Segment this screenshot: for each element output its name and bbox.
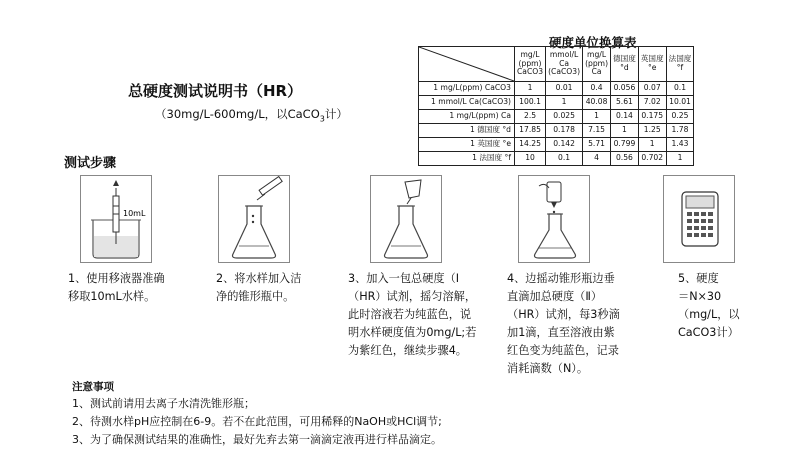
header-french-degree: 法国度 °f bbox=[666, 47, 694, 82]
notes-heading: 注意事项 bbox=[72, 381, 114, 393]
table-cell: 0.14 bbox=[611, 110, 639, 124]
row-label: 1 法国度 °f bbox=[419, 152, 515, 166]
step-2-text: 2、将水样加入洁 净的锥形瓶中。 bbox=[216, 272, 302, 303]
table-cell: 17.85 bbox=[515, 124, 546, 138]
row-label: 1 mmol/L Ca(CaCO3) bbox=[419, 96, 515, 110]
table-cell: 5.71 bbox=[583, 138, 611, 152]
step-1-illustration bbox=[80, 175, 152, 263]
row-label: 1 英国度 °e bbox=[419, 138, 515, 152]
header-german-degree: 德国度 °d bbox=[611, 47, 639, 82]
note-item: 1、测试前请用去离子水清洗锥形瓶； bbox=[72, 397, 255, 410]
page-subtitle: （30mg/L-600mg/L，以CaCO$_3$计） bbox=[155, 107, 348, 124]
table-cell: 1.78 bbox=[666, 124, 694, 138]
table-cell: 0.799 bbox=[611, 138, 639, 152]
row-label: 1 德国度 °d bbox=[419, 124, 515, 138]
step-5-text: 5、硬度 ＝N×30 （mg/L，以 CaCO3计） bbox=[678, 272, 740, 339]
table-row bbox=[419, 82, 694, 96]
table-cell: 0.4 bbox=[583, 82, 611, 96]
step-2-illustration bbox=[218, 175, 290, 263]
flask-dropper-icon bbox=[519, 176, 589, 262]
table-cell: 2.5 bbox=[515, 110, 546, 124]
table-cell: 0.056 bbox=[611, 82, 639, 96]
table-cell: 1 bbox=[611, 124, 639, 138]
flask-reagent-icon bbox=[371, 176, 441, 262]
table-corner-cell bbox=[419, 47, 515, 82]
table-cell: 4 bbox=[583, 152, 611, 166]
table-cell: 1 bbox=[583, 110, 611, 124]
table-cell: 0.01 bbox=[546, 82, 583, 96]
table-cell: 100.1 bbox=[515, 96, 546, 110]
table-cell: 1 bbox=[666, 152, 694, 166]
table-cell: 1 bbox=[638, 138, 666, 152]
row-label: 1 mg/L(ppm) CaCO3 bbox=[419, 82, 515, 96]
table-cell: 7.15 bbox=[583, 124, 611, 138]
step-5-illustration bbox=[663, 175, 735, 263]
table-row bbox=[419, 152, 694, 166]
calculator-icon bbox=[664, 176, 734, 262]
table-cell: 1.25 bbox=[638, 124, 666, 138]
table-cell: 1 bbox=[515, 82, 546, 96]
row-label: 1 mg/L(ppm) Ca bbox=[419, 110, 515, 124]
table-cell: 0.07 bbox=[638, 82, 666, 96]
table-cell: 40.08 bbox=[583, 96, 611, 110]
table-cell: 1.43 bbox=[666, 138, 694, 152]
table-cell: 14.25 bbox=[515, 138, 546, 152]
table-header-row bbox=[419, 47, 694, 82]
step-4-illustration bbox=[518, 175, 590, 263]
table-cell: 7.02 bbox=[638, 96, 666, 110]
table-cell: 1 bbox=[546, 96, 583, 110]
page-title: 总硬度测试说明书（HR） bbox=[128, 82, 303, 100]
header-mmol-ca: mmol/L Ca (CaCO3) bbox=[546, 47, 583, 82]
table-cell: 0.178 bbox=[546, 124, 583, 138]
table-cell: 5.61 bbox=[611, 96, 639, 110]
table-cell: 0.142 bbox=[546, 138, 583, 152]
table-row bbox=[419, 124, 694, 138]
table-cell: 0.702 bbox=[638, 152, 666, 166]
note-item: 2、待测水样pH应控制在6-9。若不在此范围，可用稀释的NaOH或HCl调节; bbox=[72, 415, 442, 428]
step-1-text: 1、使用移液器准确 移取10mL水样。 bbox=[68, 272, 165, 303]
steps-heading: 测试步骤 bbox=[64, 156, 117, 171]
step-3-text: 3、加入一包总硬度（Ⅰ （HR）试剂，摇匀溶解， 此时溶液若为纯蓝色，说 明水样硬度值为0mg/L;若 为紫红色，继续步骤4。 bbox=[348, 272, 477, 357]
table-row bbox=[419, 96, 694, 110]
table-row bbox=[419, 110, 694, 124]
note-item: 3、为了确保测试结果的准确性，最好先弃去第一滴滴定液再进行样品滴定。 bbox=[72, 433, 442, 446]
header-english-degree: 英国度 °e bbox=[638, 47, 666, 82]
table-cell: 0.025 bbox=[546, 110, 583, 124]
table-cell: 0.1 bbox=[666, 82, 694, 96]
step-4-text: 4、边摇动锥形瓶边垂 直滴加总硬度（Ⅱ） （HR）试剂，每3秒滴 加1滴，直至溶液由紫 红色变为纯蓝色，记录 消耗滴数（N）。 bbox=[507, 272, 620, 375]
table-cell: 0.175 bbox=[638, 110, 666, 124]
table-cell: 0.56 bbox=[611, 152, 639, 166]
table-cell: 10 bbox=[515, 152, 546, 166]
conversion-table bbox=[418, 46, 694, 166]
header-mg-ca: mg/L (ppm) Ca bbox=[583, 47, 611, 82]
table-row bbox=[419, 138, 694, 152]
flask-pour-icon bbox=[219, 176, 289, 262]
table-cell: 0.1 bbox=[546, 152, 583, 166]
step-3-illustration bbox=[370, 175, 442, 263]
diagonal-line-icon bbox=[419, 47, 514, 81]
syringe-label: 10mL bbox=[123, 209, 146, 218]
header-mg-caco3: mg/L (ppm) CaCO3 bbox=[515, 47, 546, 82]
table-cell: 10.01 bbox=[666, 96, 694, 110]
table-title: 硬度单位换算表 bbox=[549, 35, 637, 50]
syringe-beaker-icon bbox=[81, 176, 151, 262]
table-cell: 0.25 bbox=[666, 110, 694, 124]
